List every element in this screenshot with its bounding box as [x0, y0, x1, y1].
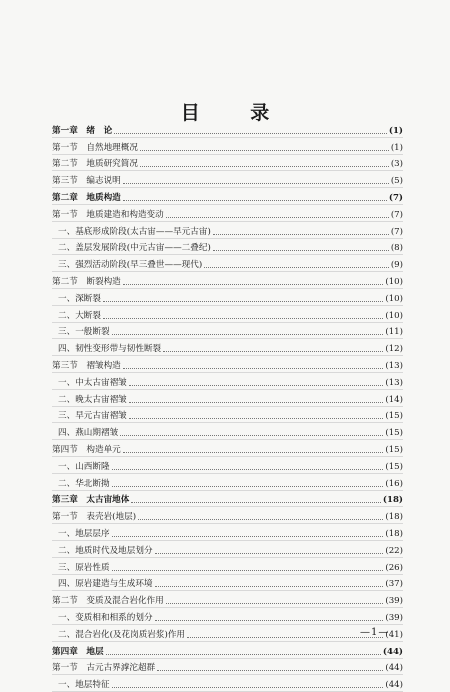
toc-entry-section — [52, 171, 403, 188]
toc-entry-item — [52, 323, 403, 340]
dot-leader — [129, 417, 384, 419]
toc-entry-label: 一、基底形成阶段(太古宙——早元古宙) — [58, 226, 211, 237]
toc-entry-page: (16) — [385, 478, 403, 489]
page-title: 目 录 — [180, 102, 292, 124]
dot-leader — [163, 350, 383, 352]
toc-entry-item — [52, 575, 403, 592]
toc-entry-page: (18) — [382, 495, 403, 506]
toc-entry-label: 三、一般断裂 — [58, 327, 110, 338]
dot-leader — [123, 182, 389, 184]
toc-entry-item — [52, 407, 403, 424]
toc-entry-label: 一、地层特征 — [58, 680, 110, 691]
toc-entry-page: (39) — [385, 612, 403, 623]
dot-leader — [213, 249, 389, 251]
toc-entry-label: 第三节 褶皱构造 — [52, 360, 121, 371]
toc-entry-page: (15) — [385, 428, 403, 439]
toc-entry-page: (5) — [390, 176, 403, 187]
toc-entry-label: 第四节 构造单元 — [52, 444, 121, 455]
dot-leader — [155, 585, 384, 587]
toc-entry-label: 二、地质时代及地层划分 — [58, 545, 153, 556]
toc-entry-section — [52, 138, 403, 155]
toc-entry-page: (13) — [385, 360, 403, 371]
toc-entry-label: 三、原岩性质 — [58, 562, 110, 573]
toc-entry-section — [52, 591, 403, 608]
toc-entry-item — [52, 289, 403, 306]
toc-entry-label: 二、大断裂 — [58, 310, 101, 321]
toc-entry-label: 一、山西断隆 — [58, 461, 110, 472]
dot-leader — [140, 165, 389, 167]
toc-entry-page: (15) — [385, 411, 403, 422]
toc-entry-item — [52, 675, 403, 692]
toc-entry-item — [52, 625, 403, 642]
toc-entry-section — [52, 659, 403, 676]
toc-entry-page: (44) — [385, 680, 403, 691]
toc-entry-label: 一、中太古宙褶皱 — [58, 377, 127, 388]
toc-entry-page: (1) — [390, 142, 403, 153]
dot-leader — [155, 619, 384, 621]
toc-entry-page: (14) — [385, 394, 403, 405]
toc-entry-label: 第二节 地质研究简况 — [52, 159, 138, 170]
toc-entry-chapter — [52, 188, 403, 205]
toc-entry-page: (3) — [390, 159, 403, 170]
toc-entry-label: 第一节 自然地理概况 — [52, 142, 138, 153]
toc-entry-item — [52, 541, 403, 558]
toc-entry-page: (15) — [385, 444, 403, 455]
toc-entry-section — [52, 356, 403, 373]
toc-entry-page: (10) — [385, 293, 403, 304]
toc-entry-label: 二、混合岩化(及花岗质岩浆)作用 — [58, 629, 186, 640]
dot-leader — [166, 216, 389, 218]
toc-entry-label: 三、强烈活动阶段(早三叠世——现代) — [58, 260, 203, 271]
toc-entry-item — [52, 457, 403, 474]
toc-entry-label: 第二节 断裂构造 — [52, 276, 121, 287]
toc-entry-label: 第四章 地层 — [52, 646, 104, 657]
dot-leader — [187, 636, 383, 638]
toc-entry-page: (37) — [385, 579, 403, 590]
toc-entry-item — [52, 423, 403, 440]
dot-leader — [123, 199, 387, 201]
toc-entry-label: 第一节 表壳岩(地层) — [52, 512, 137, 523]
dot-leader — [140, 149, 389, 151]
toc-entry-label: 第三节 编志说明 — [52, 176, 121, 187]
toc-entry-label: 二、晚太古宙褶皱 — [58, 394, 127, 405]
toc-entry-label: 第一节 古元古界滹沱超群 — [52, 663, 156, 674]
toc-entry-page: (8) — [390, 243, 403, 254]
toc-entry-section — [52, 205, 403, 222]
dot-leader — [138, 518, 383, 520]
toc-entry-page: (39) — [385, 596, 403, 607]
toc-entry-page: (7) — [390, 209, 403, 220]
dot-leader — [103, 300, 383, 302]
dot-leader — [213, 233, 389, 235]
toc-entry-label: 三、早元古宙褶皱 — [58, 411, 127, 422]
toc-entry-item — [52, 306, 403, 323]
toc-entry-label: 第三章 太古宙地体 — [52, 495, 130, 506]
toc-entry-label: 第一章 绪 论 — [52, 125, 113, 136]
toc-entry-item — [52, 339, 403, 356]
dot-leader — [129, 384, 384, 386]
dot-leader — [204, 266, 389, 268]
dot-leader — [106, 653, 381, 655]
dot-leader — [120, 434, 383, 436]
dot-leader — [131, 501, 381, 503]
toc-entry-label: 一、变质相和相系的划分 — [58, 612, 153, 623]
toc-entry-item — [52, 239, 403, 256]
toc-entry-label: 一、地层层序 — [58, 528, 110, 539]
table-of-contents — [52, 121, 403, 692]
toc-entry-label: 四、原岩建造与生成环境 — [58, 579, 153, 590]
toc-entry-label: 第二节 变质及混合岩化作用 — [52, 596, 164, 607]
toc-entry-item — [52, 373, 403, 390]
dot-leader — [129, 401, 384, 403]
toc-entry-item — [52, 474, 403, 491]
toc-entry-page: (7) — [390, 226, 403, 237]
toc-entry-item — [52, 524, 403, 541]
toc-entry-chapter — [52, 491, 403, 508]
dot-leader — [123, 283, 384, 285]
dot-leader — [112, 333, 384, 335]
page-number: —1— — [360, 627, 390, 638]
dot-leader — [166, 602, 384, 604]
toc-entry-page: (15) — [385, 461, 403, 472]
toc-entry-item — [52, 390, 403, 407]
toc-entry-page: (7) — [388, 192, 403, 203]
toc-entry-page: (22) — [385, 545, 403, 556]
toc-entry-page: (18) — [385, 512, 403, 523]
toc-entry-label: 二、盖层发展阶段(中元古宙——二叠纪) — [58, 243, 211, 254]
toc-entry-item — [52, 608, 403, 625]
toc-entry-item — [52, 222, 403, 239]
toc-entry-page: (13) — [385, 377, 403, 388]
toc-entry-label: 第二章 地质构造 — [52, 192, 121, 203]
toc-entry-label: 第一节 地质建造和构造变动 — [52, 209, 164, 220]
dot-leader — [112, 468, 384, 470]
toc-entry-chapter — [52, 121, 403, 138]
dot-leader — [103, 317, 383, 319]
toc-entry-page: (44) — [385, 663, 403, 674]
toc-entry-page: (44) — [382, 646, 403, 657]
toc-entry-page: (41) — [385, 629, 403, 640]
dot-leader — [114, 132, 387, 134]
toc-entry-page: (9) — [390, 260, 403, 271]
dot-leader — [155, 552, 384, 554]
toc-entry-page: (10) — [385, 310, 403, 321]
toc-entry-label: 四、韧性变形带与韧性断裂 — [58, 344, 162, 355]
toc-entry-page: (18) — [385, 528, 403, 539]
toc-entry-section — [52, 272, 403, 289]
toc-entry-item — [52, 255, 403, 272]
toc-entry-section — [52, 440, 403, 457]
toc-entry-section — [52, 155, 403, 172]
toc-entry-label: 一、深断裂 — [58, 293, 101, 304]
toc-entry-chapter — [52, 642, 403, 659]
dot-leader — [112, 485, 384, 487]
dot-leader — [112, 686, 384, 688]
dot-leader — [112, 535, 384, 537]
dot-leader — [112, 569, 384, 571]
toc-entry-label: 四、燕山期褶皱 — [58, 428, 119, 439]
toc-entry-page: (11) — [385, 327, 403, 338]
toc-entry-label: 二、华北断拗 — [58, 478, 110, 489]
toc-entry-page: (26) — [385, 562, 403, 573]
toc-entry-page: (12) — [385, 344, 403, 355]
dot-leader — [157, 669, 383, 671]
dot-leader — [123, 451, 384, 453]
dot-leader — [123, 367, 384, 369]
toc-entry-page: (1) — [388, 125, 403, 136]
toc-entry-item — [52, 558, 403, 575]
toc-entry-page: (10) — [385, 276, 403, 287]
toc-entry-section — [52, 507, 403, 524]
